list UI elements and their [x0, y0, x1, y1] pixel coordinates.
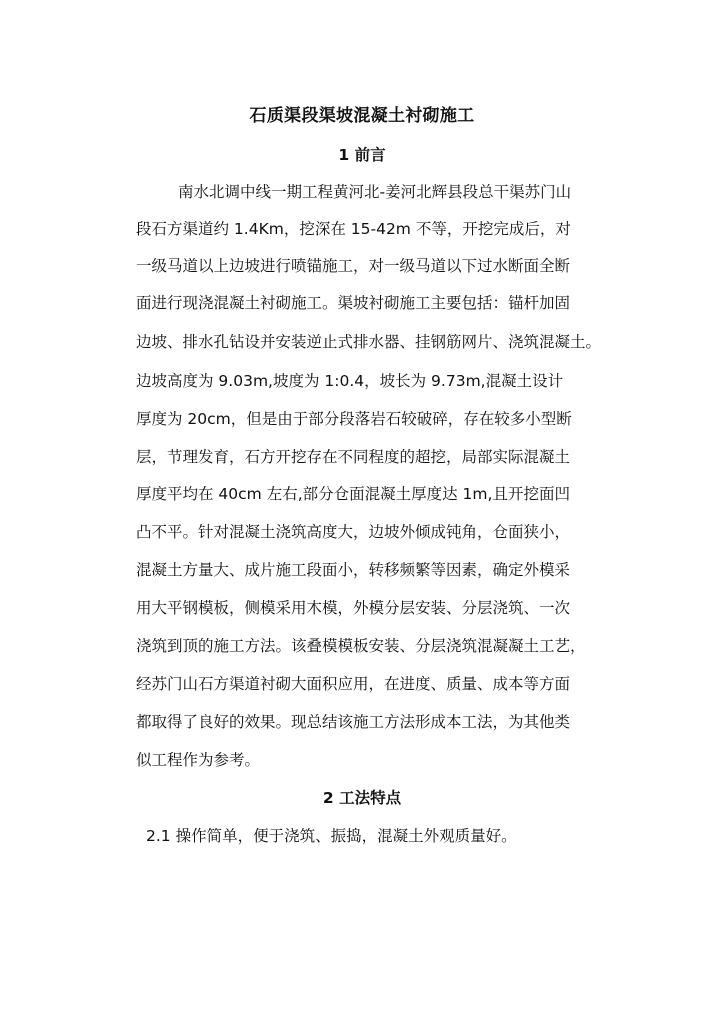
paragraph-line: 都取得了良好的效果。现总结该施工方法形成本工法，为其他类 [136, 713, 571, 731]
paragraph-line: 边坡、排水孔钻设并安装逆止式排水器、挂钢筋网片、浇筑混凝土。 [136, 333, 602, 351]
paragraph-line: 用大平钢模板，侧模采用木模，外模分层安装、分层浇筑、一次 [136, 599, 571, 617]
paragraph-line: 凸不平。针对混凝土浇筑高度大，边坡外倾成钝角，仓面狭小， [136, 523, 571, 541]
paragraph-line: 2.1 操作简单，便于浇筑、振捣，混凝土外观质量好。 [146, 827, 517, 845]
paragraph-line: 边坡高度为 9.03m,坡度为 1:0.4，坡长为 9.73m,混凝土设计 [136, 372, 564, 390]
paragraph-line: 混凝土方量大、成片施工段面小，转移频繁等因素，确定外模采 [136, 561, 571, 579]
section-heading-method-features: 2 工法特点 [322, 789, 402, 807]
paragraph-line: 经苏门山石方渠道衬砌大面积应用，在进度、质量、成本等方面 [136, 675, 571, 693]
paragraph-line: 似工程作为参考。 [136, 751, 261, 769]
document-title: 石质渠段渠坡混凝土衬砌施工 [249, 106, 475, 126]
paragraph-line: 一级马道以上边坡进行喷锚施工，对一级马道以下过水断面全断 [136, 257, 571, 275]
paragraph-line: 层，节理发育，石方开挖存在不同程度的超挖，局部实际混凝土 [136, 448, 571, 466]
section-heading-preface: 1 前言 [338, 146, 386, 164]
paragraph-line: 南水北调中线一期工程黄河北-姜河北辉县段总干渠苏门山 [178, 183, 572, 201]
paragraph-line: 面进行现浇混凝土衬砌施工。渠坡衬砌施工主要包括：锚杆加固 [136, 294, 571, 312]
paragraph-line: 浇筑到顶的施工方法。该叠模模板安装、分层浇筑混凝凝土工艺， [136, 637, 586, 655]
paragraph-line: 厚度为 20cm，但是由于部分段落岩石较破碎，存在较多小型断 [136, 410, 572, 428]
paragraph-line: 段石方渠道约 1.4Km，挖深在 15-42m 不等，开挖完成后，对 [136, 220, 571, 238]
paragraph-line: 厚度平均在 40cm 左右,部分仓面混凝土厚度达 1m,且开挖面凹 [136, 485, 570, 503]
